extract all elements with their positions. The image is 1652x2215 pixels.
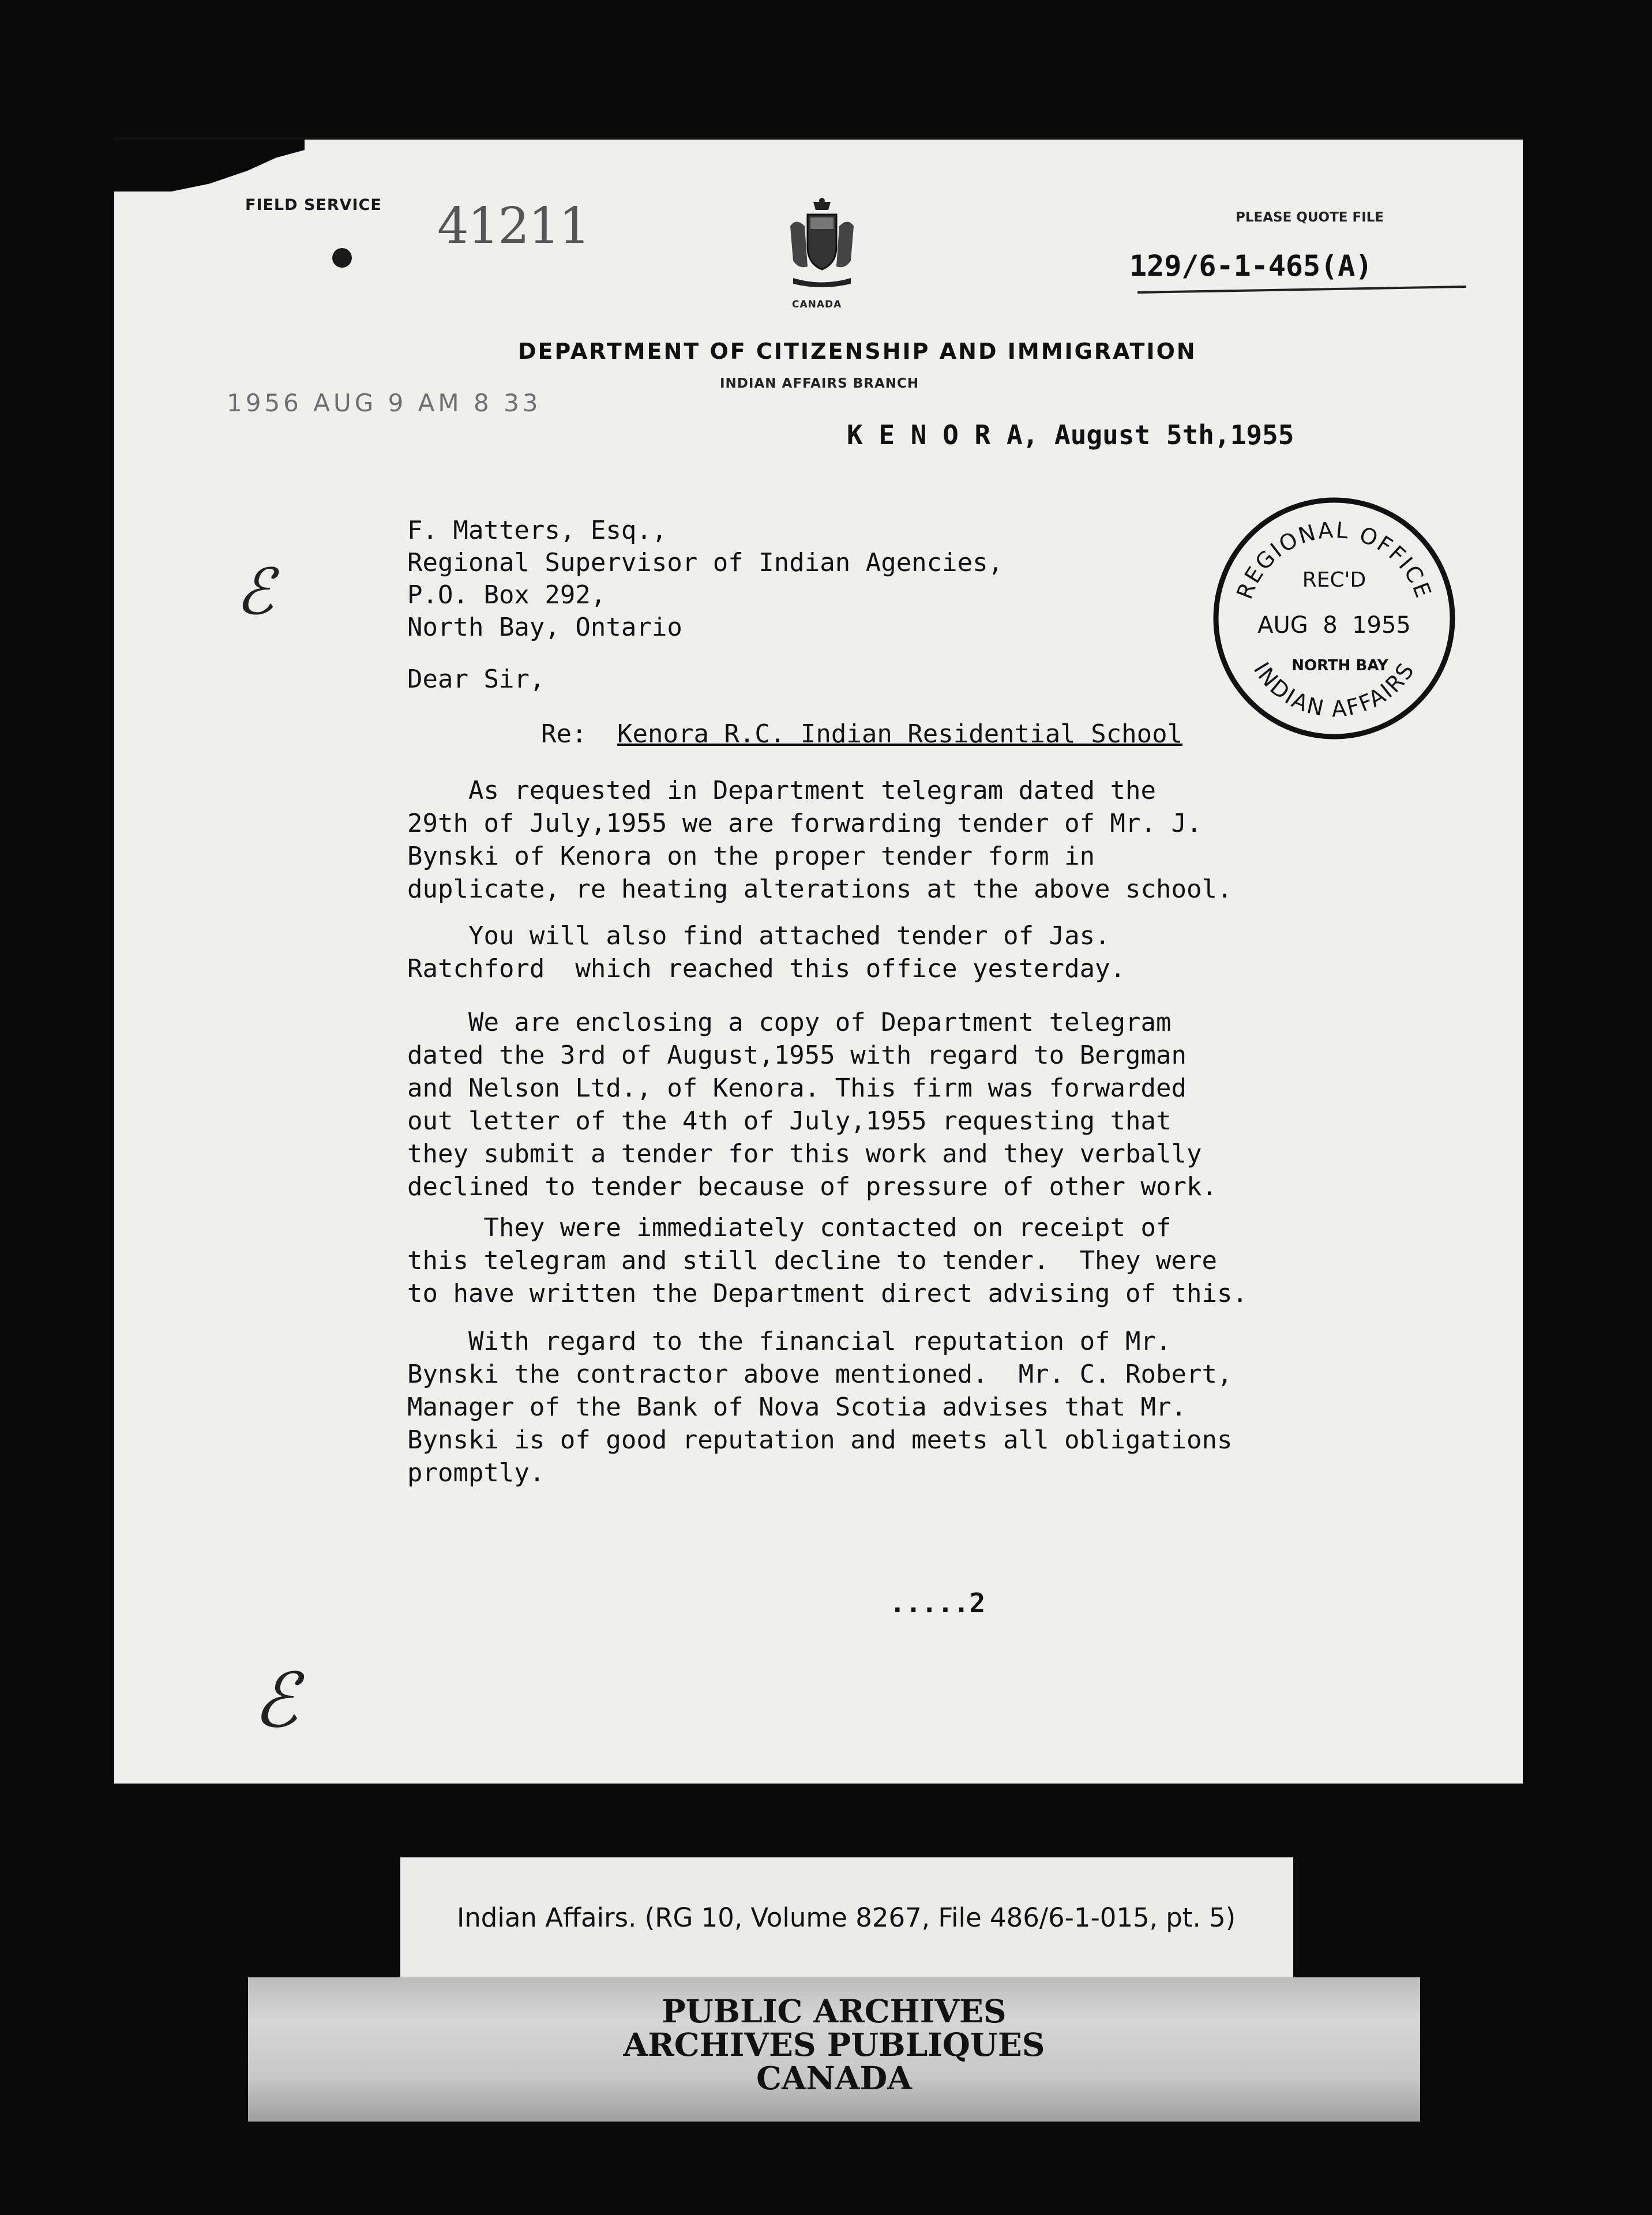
stamp-bottom-text: INDIAN AFFAIRS <box>1248 657 1420 722</box>
body-paragraph: You will also find attached tender of Jas. Ratchford which reached this office yesterday. <box>407 921 1126 983</box>
department-heading: DEPARTMENT OF CITIZENSHIP AND IMMIGRATION <box>518 339 1197 364</box>
archive-line: CANADA <box>756 2059 912 2097</box>
field-service-label: FIELD SERVICE <box>245 196 382 214</box>
citation-label <box>400 1857 1293 1996</box>
please-quote-file-label: PLEASE QUOTE FILE <box>1236 210 1384 225</box>
handwritten-mark-icon: ℰ <box>253 1657 298 1744</box>
stamp-recd: REC'D <box>1302 568 1366 592</box>
stamp-date: AUG 8 1955 <box>1257 612 1411 639</box>
pencil-file-number: 41211 <box>437 197 590 255</box>
re-label: Re: <box>541 719 587 749</box>
address-line: North Bay, Ontario <box>407 613 682 642</box>
letter-page <box>114 137 1523 1784</box>
archive-line: PUBLIC ARCHIVES <box>662 1992 1007 2030</box>
file-number-underline <box>1137 286 1466 294</box>
file-number: 129/6-1-465(A) <box>1129 249 1373 283</box>
address-line: F. Matters, Esq., <box>407 516 667 545</box>
punch-hole <box>332 248 352 268</box>
recipient-address <box>407 515 1003 644</box>
torn-corner <box>114 140 305 192</box>
body-paragraph: As requested in Department telegram dated the 29th of July,1955 we are forwarding tender of Mr. J. Bynski of Kenora on the proper tender form in duplicate, re heating alterations at the above school. <box>407 776 1233 904</box>
body-paragraph: We are enclosing a copy of Department telegram dated the 3rd of August,1955 with regard to Bergman and Nelson Ltd., of Kenora. This firm was forwarded out letter of the 4th of July,1955 requesting that they submit a tender for this work and they verbally declined to tender because of pressure of other work. <box>407 1008 1217 1202</box>
crest-caption: CANADA <box>792 299 842 310</box>
dateline: K E N O R A, August 5th,1955 <box>847 419 1294 450</box>
archive-stamp-band <box>248 1977 1420 2122</box>
stamp-location: NORTH BAY <box>1291 657 1388 674</box>
handwritten-mark-icon: ℰ <box>235 555 274 629</box>
archive-line: ARCHIVES PUBLIQUES <box>623 2026 1045 2063</box>
address-line: Regional Supervisor of Indian Agencies, <box>407 548 1004 577</box>
continued-marker: .....2 <box>889 1587 986 1619</box>
branch-heading: INDIAN AFFAIRS BRANCH <box>720 376 919 391</box>
re-subject: Kenora R.C. Indian Residential School <box>617 719 1183 749</box>
received-date-stamp: 1956 AUG 9 AM 8 33 <box>227 389 542 417</box>
stamp-top-text: REGIONAL OFFICE <box>1232 517 1437 603</box>
body-paragraph: With regard to the financial reputation of Mr. Bynski the contractor above mentioned. Mr. C. Robert, Manager of the Bank of Nova Scotia advises that Mr. Bynski is of good reputation and meets all obligations promptly. <box>407 1327 1233 1488</box>
citation-text: Indian Affairs. (RG 10, Volume 8267, File 486/6-1-015, pt. 5) <box>457 1902 1236 1933</box>
address-line: P.O. Box 292, <box>407 580 606 610</box>
regional-office-stamp <box>1207 491 1461 745</box>
body-paragraph: They were immediately contacted on receipt of this telegram and still decline to tender. They were to have written the Department direct advising of this. <box>407 1213 1248 1308</box>
coat-of-arms-icon <box>784 197 859 295</box>
salutation: Dear Sir, <box>407 664 545 694</box>
